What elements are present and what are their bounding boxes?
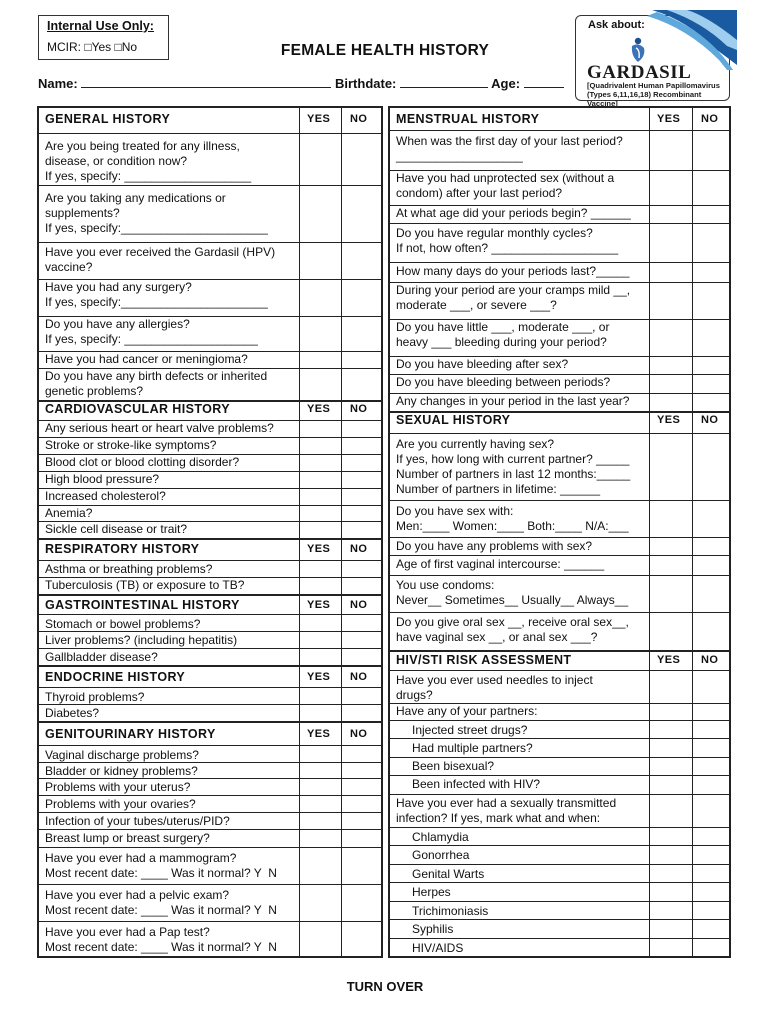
question-row[interactable] — [39, 279, 381, 316]
question-text: Stroke or stroke-like symptoms? — [45, 438, 217, 452]
swoosh-graphic — [647, 10, 737, 70]
sexual-history-header — [390, 413, 729, 428]
respiratory-history-header — [39, 542, 381, 557]
question-row[interactable] — [390, 223, 729, 262]
question-text: High blood pressure? — [45, 472, 160, 486]
question-text: Do you have sex with: Men:____ Women:____ Both:____ N/A:___ — [396, 504, 629, 533]
question-text: Do you have any problems with sex? — [396, 539, 593, 553]
question-row[interactable] — [390, 319, 729, 356]
no-header: NO — [350, 403, 368, 415]
question-text: Problems with your uterus? — [45, 780, 191, 794]
gi-history-header — [39, 598, 381, 613]
question-row[interactable] — [39, 488, 381, 505]
cardio-history-title: CARDIOVASCULAR HISTORY — [45, 402, 230, 416]
question-text: Any changes in your period in the last year? — [396, 394, 630, 408]
no-header: NO — [350, 113, 368, 125]
gardasil-brand: GARDASIL — [587, 62, 692, 83]
yes-header: YES — [307, 113, 331, 125]
question-text: Vaginal discharge problems? — [45, 748, 199, 762]
question-row[interactable] — [390, 845, 729, 864]
question-row[interactable] — [390, 775, 729, 794]
question-row[interactable] — [390, 882, 729, 901]
no-header: NO — [350, 728, 368, 740]
genitourinary-history-title: GENITOURINARY HISTORY — [45, 727, 216, 741]
question-text: Have any of your partners: — [396, 704, 538, 718]
question-row[interactable] — [39, 185, 381, 242]
mcir-checkboxes[interactable]: MCIR: □Yes □No — [47, 40, 138, 54]
question-text: Genital Warts — [412, 867, 485, 881]
menstrual-history-header — [390, 112, 729, 127]
question-row[interactable] — [390, 703, 729, 720]
respiratory-history-title: RESPIRATORY HISTORY — [45, 542, 200, 556]
no-header: NO — [701, 654, 719, 666]
gi-history-title: GASTROINTESTINAL HISTORY — [45, 598, 240, 612]
gardasil-ad-box — [575, 15, 730, 108]
question-text: Do you have little ___, moderate ___, or heavy ___ bleeding during your period? — [396, 320, 610, 349]
gardasil-subtitle — [587, 81, 729, 108]
question-row[interactable] — [390, 356, 729, 374]
question-text: Breast lump or breast surgery? — [45, 831, 210, 845]
question-text: Asthma or breathing problems? — [45, 562, 213, 576]
question-text: Increased cholesterol? — [45, 489, 166, 503]
genitourinary-history-header — [39, 727, 381, 742]
question-row[interactable] — [39, 795, 381, 812]
question-text: Have you had any surgery? If yes, specify:______________________ — [45, 280, 268, 309]
question-row[interactable] — [390, 555, 729, 575]
question-text: HIV/AIDS — [412, 941, 464, 955]
yes-header: YES — [307, 728, 331, 740]
question-text: Been bisexual? — [412, 759, 495, 773]
question-row[interactable] — [390, 864, 729, 882]
question-text: Trichimoniasis — [412, 904, 489, 918]
internal-use-title: Internal Use Only: — [47, 19, 154, 33]
question-row[interactable] — [390, 282, 729, 319]
question-row[interactable] — [390, 670, 729, 703]
question-text: Have you ever had a pelvic exam? Most recent date: ____ Was it normal? Y N — [45, 888, 277, 917]
question-text: Are you being treated for any illness, disease, or condition now? If yes, specify: ___________________ — [45, 139, 252, 183]
question-text: Do you have bleeding after sex? — [396, 357, 569, 371]
menstrual-history-title: MENSTRUAL HISTORY — [396, 112, 540, 126]
no-header: NO — [701, 113, 719, 125]
question-row[interactable] — [390, 794, 729, 827]
birthdate-field[interactable] — [400, 76, 488, 88]
question-row[interactable] — [39, 648, 381, 665]
question-row[interactable] — [390, 374, 729, 393]
question-row[interactable] — [39, 921, 381, 956]
question-text: Any serious heart or heart valve problems? — [45, 421, 274, 435]
question-text: Tuberculosis (TB) or exposure to TB? — [45, 578, 245, 592]
no-header: NO — [350, 671, 368, 683]
no-header: NO — [701, 414, 719, 426]
hiv-sti-title: HIV/STI RISK ASSESSMENT — [396, 653, 572, 667]
no-header: NO — [350, 599, 368, 611]
question-row[interactable] — [390, 130, 729, 170]
question-text: Blood clot or blood clotting disorder? — [45, 455, 240, 469]
question-text: Have you had unprotected sex (without a condom) after your last period? — [396, 171, 615, 200]
question-row[interactable] — [39, 133, 381, 185]
yes-header: YES — [307, 403, 331, 415]
question-row[interactable] — [39, 471, 381, 488]
general-history-title: GENERAL HISTORY — [45, 112, 171, 126]
age-field[interactable] — [524, 76, 564, 88]
question-row[interactable] — [390, 757, 729, 775]
question-text: Chlamydia — [412, 830, 469, 844]
question-text: Stomach or bowel problems? — [45, 617, 201, 631]
question-row[interactable] — [39, 847, 381, 884]
right-history-table — [388, 106, 731, 958]
question-text: Have you ever received the Gardasil (HPV) vaccine? — [45, 245, 276, 274]
question-text: Bladder or kidney problems? — [45, 764, 198, 778]
birthdate-label: Birthdate: — [335, 76, 397, 91]
name-label: Name: — [38, 76, 78, 91]
yes-header: YES — [657, 654, 681, 666]
question-text: Have you had cancer or meningioma? — [45, 352, 248, 366]
question-text: Are you taking any medications or supplements? If yes, specify:______________________ — [45, 191, 268, 235]
question-text: Do you have any birth defects or inherited genetic problems? — [45, 369, 268, 398]
question-row[interactable] — [390, 612, 729, 650]
name-field[interactable] — [81, 76, 331, 88]
question-row[interactable] — [39, 631, 381, 648]
question-row[interactable] — [39, 420, 381, 437]
question-row[interactable] — [39, 560, 381, 577]
no-header: NO — [350, 543, 368, 555]
question-text: Injected street drugs? — [412, 723, 528, 737]
question-row[interactable] — [39, 521, 381, 538]
question-row[interactable] — [390, 500, 729, 537]
yes-header: YES — [657, 414, 681, 426]
question-row[interactable] — [39, 454, 381, 471]
question-row[interactable] — [390, 827, 729, 845]
question-text: You use condoms: Never__ Sometimes__ Usually__ Always__ — [396, 578, 629, 607]
question-row[interactable] — [390, 433, 729, 500]
question-text: Syphilis — [412, 922, 454, 936]
question-row[interactable] — [39, 316, 381, 351]
question-text: Problems with your ovaries? — [45, 797, 196, 811]
question-text: Age of first vaginal intercourse: ______ — [396, 557, 605, 571]
yes-header: YES — [657, 113, 681, 125]
question-text: Have you ever had a mammogram? Most recent date: ____ Was it normal? Y N — [45, 851, 277, 880]
question-row[interactable] — [390, 720, 729, 738]
question-row[interactable] — [39, 884, 381, 921]
cardio-history-header — [39, 402, 381, 417]
question-row[interactable] — [39, 687, 381, 704]
question-text: Have you ever used needles to inject drugs? — [396, 673, 593, 702]
age-label: Age: — [491, 76, 521, 91]
yes-header: YES — [307, 599, 331, 611]
question-text: How many days do your periods last?_____ — [396, 264, 630, 278]
yes-header: YES — [307, 543, 331, 555]
question-text: At what age did your periods begin? ______ — [396, 206, 631, 220]
gardasil-logo-icon — [628, 36, 648, 64]
question-row[interactable] — [39, 437, 381, 454]
question-row[interactable] — [39, 762, 381, 778]
question-text: Are you currently having sex? If yes, how long with current partner? _____ Number of partners in last 12 months:_____ Number of partners in lifetime: ______ — [396, 437, 631, 496]
question-row[interactable] — [39, 812, 381, 829]
question-text: Gallbladder disease? — [45, 650, 158, 664]
question-row[interactable] — [39, 704, 381, 721]
question-row[interactable] — [390, 901, 729, 919]
question-text: Have you ever had a sexually transmitted infection? If yes, mark what and when: — [396, 796, 617, 825]
question-text: Anemia? — [45, 506, 93, 520]
question-text: Infection of your tubes/uterus/PID? — [45, 814, 230, 828]
question-row[interactable] — [39, 778, 381, 795]
question-row[interactable] — [390, 537, 729, 555]
patient-info-line — [38, 76, 564, 91]
yes-header: YES — [307, 671, 331, 683]
question-text: Had multiple partners? — [412, 741, 533, 755]
question-row[interactable] — [39, 829, 381, 847]
gardasil-sub-line-2: (Types 6,11,16,18) Recombinant Vaccine] — [587, 90, 702, 108]
question-text: Gonorrhea — [412, 848, 470, 862]
question-text: Diabetes? — [45, 706, 100, 720]
question-row[interactable] — [390, 170, 729, 205]
question-text: Sickle cell disease or trait? — [45, 522, 188, 536]
general-history-header — [39, 112, 381, 127]
endocrine-history-header — [39, 670, 381, 685]
question-row[interactable] — [390, 262, 729, 282]
question-text: Herpes — [412, 885, 451, 899]
question-text: Been infected with HIV? — [412, 777, 541, 791]
question-text: Do you have regular monthly cycles? If not, how often? ___________________ — [396, 226, 619, 255]
ask-about-label: Ask about: — [588, 19, 645, 31]
question-row[interactable] — [39, 577, 381, 594]
gardasil-sub-line-1: [Quadrivalent Human Papillomavirus — [587, 81, 720, 90]
question-text: Liver problems? (including hepatitis) — [45, 633, 238, 647]
question-row[interactable] — [390, 938, 729, 956]
question-row[interactable] — [390, 738, 729, 757]
form-title: FEMALE HEALTH HISTORY — [280, 42, 490, 59]
question-text: Do you have bleeding between periods? — [396, 375, 611, 389]
turn-over-footer: TURN OVER — [346, 979, 424, 994]
question-row[interactable] — [390, 919, 729, 938]
question-row[interactable] — [39, 614, 381, 631]
question-row[interactable] — [390, 575, 729, 612]
question-row[interactable] — [39, 368, 381, 400]
question-text: Do you have any allergies? If yes, specify: ____________________ — [45, 317, 258, 346]
question-text: When was the first day of your last period? ___________________ — [396, 134, 623, 163]
question-text: During your period are your cramps mild __, moderate ___, or severe ___? — [396, 283, 631, 312]
question-row[interactable] — [390, 393, 729, 411]
question-row[interactable] — [390, 205, 729, 223]
left-history-table — [37, 106, 383, 958]
question-row[interactable] — [39, 351, 381, 368]
question-text: Thyroid problems? — [45, 690, 145, 704]
sexual-history-title: SEXUAL HISTORY — [396, 413, 511, 427]
question-text: Do you give oral sex __, receive oral sex__, have vaginal sex __, or anal sex ___? — [396, 615, 629, 644]
question-row[interactable] — [39, 505, 381, 521]
endocrine-history-title: ENDOCRINE HISTORY — [45, 670, 186, 684]
question-row[interactable] — [39, 242, 381, 279]
hiv-sti-header — [390, 653, 729, 668]
question-row[interactable] — [39, 745, 381, 762]
question-text: Have you ever had a Pap test? Most recent date: ____ Was it normal? Y N — [45, 925, 277, 954]
